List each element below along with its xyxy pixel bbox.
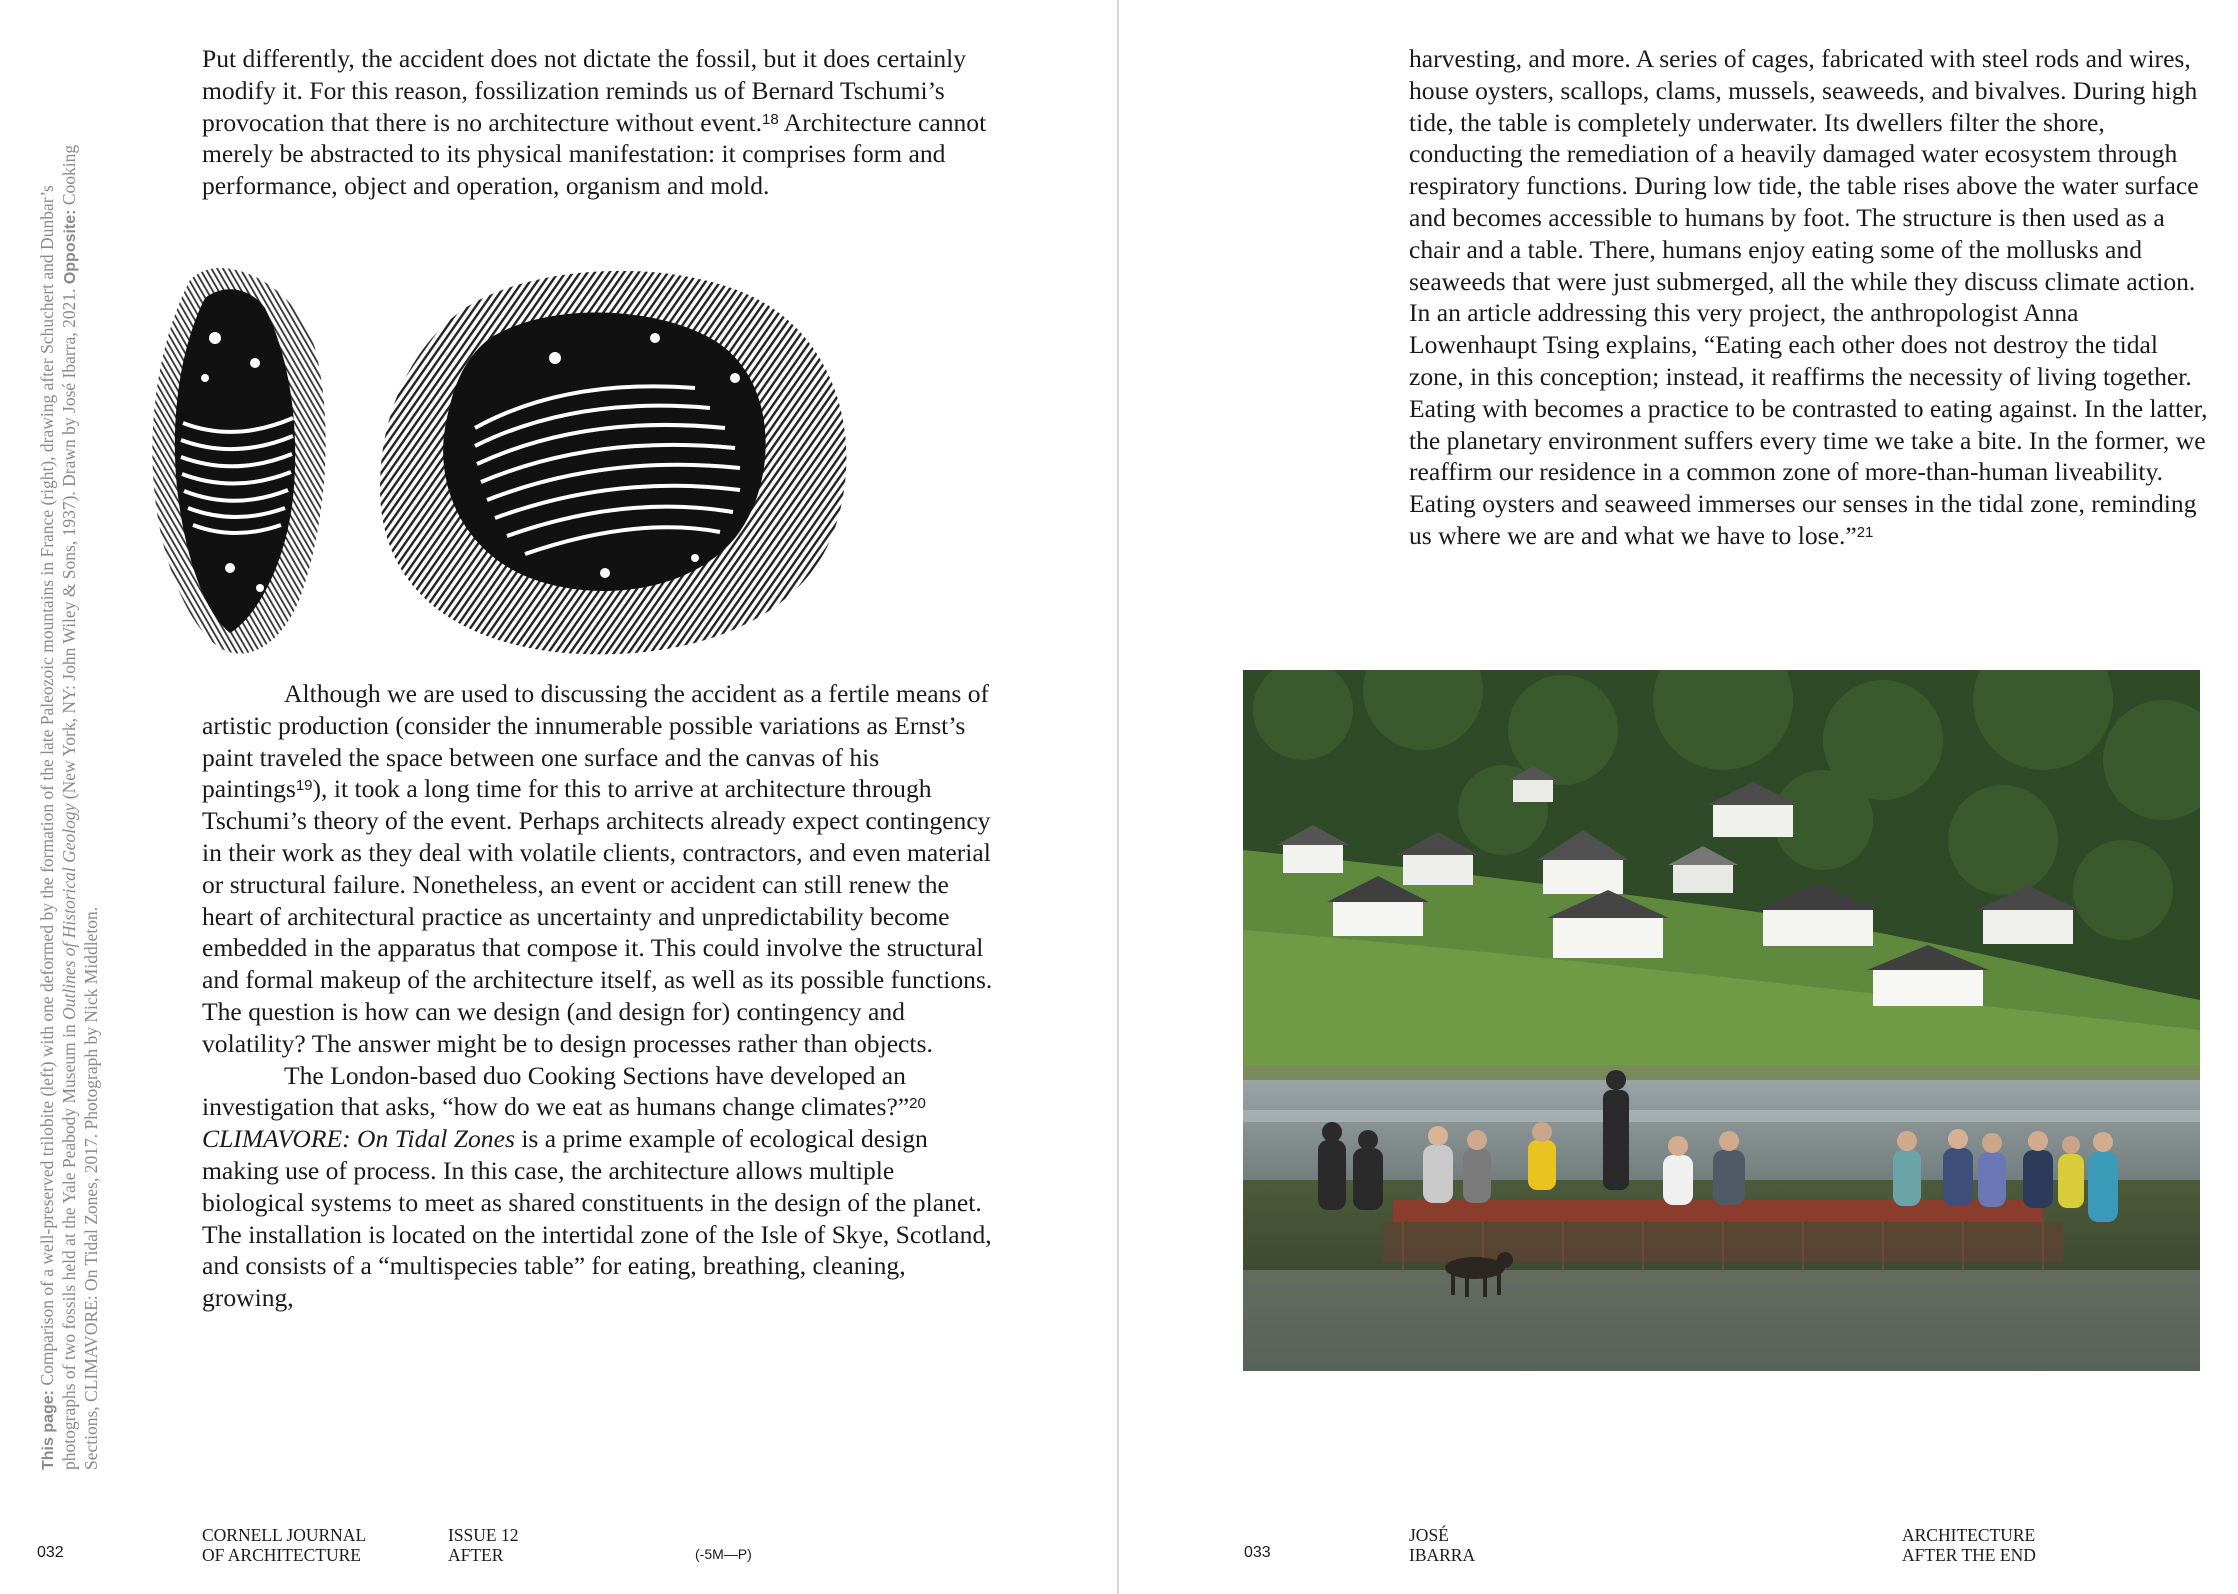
trilobite-fossils-figure — [135, 268, 1005, 668]
climavore-photograph — [1243, 670, 2200, 1371]
left-page — [0, 0, 1117, 1594]
footnote-ref[interactable]: 20 — [909, 1095, 926, 1113]
paragraph: harvesting, and more. A series of cages, fabricated with steel rods and wires, house oysters, scallops, clams, mussels, seaweeds, and bivalves. During high tide, the table is completely underwater. Its dwellers filter the shore, conducting the remediation of a heavily damaged water ecosystem through respiratory functions. During low tide, the table rises above the water surface and becomes accessible to humans by foot. The structure is then used as a chair and a table. There, humans enjoy eating some of the mollusks and seaweeds that were just submerged, all the while they discuss climate action. In an article addressing this very project, the anthropologist Anna Lowenhaupt Tsing explains, “Eating each other does not destroy the tidal zone, in this conception; instead, it reaffirms the necessity of living together. Eating with becomes a practice to be contrasted to eating against. In the latter, the planetary environment suffers every time we take a bite. In the former, we reaffirm our residence in a common zone of more-than-human liveability. Eating oysters and seaweed immerses our senses in the tidal zone, reminding us where we are and what we have to lose.”$^{21}$ — [1409, 44, 2208, 550]
paragraph: Although we are used to discussing the accident as a fertile means of artistic production (consider the innumerable possible variations as Ernst’s paint traveled the space between one surface and the canvas of his paintings$^{19}$), it took a long time for this to arrive at architecture through Tschumi’s theory of the event. Perhaps architects already expect contingency in their work as they deal with volatile clients, contractors, and even material or structural failure. Nonetheless, an event or accident can still renew the heart of architectural practice as uncertainty and unpredictability become embedded in the apparatus that compose it. This could involve the structural and formal makeup of the architecture itself, as well as its possible functions. The question is how can we design (and design for) contingency and volatility? The answer might be to design processes rather than objects. — [202, 679, 993, 1058]
right-page — [1119, 0, 2238, 1594]
left-top-text — [202, 43, 1002, 202]
right-top-text — [1409, 43, 2209, 552]
author-name: JOSÉ IBARRA — [1409, 1525, 1476, 1565]
footnote-ref[interactable]: 21 — [1856, 523, 1874, 541]
footnote-ref[interactable]: 19 — [295, 777, 313, 795]
paragraph: Put differently, the accident does not dictate the fossil, but it does certainly modify it. For this reason, fossilization reminds us of Bernard Tschumi’s provocation that there is no architecture without event.$^{18}$ Architecture cannot merely be abstracted to its physical manifestation: it comprises form and performance, object and operation, organism and mold. — [202, 44, 987, 201]
section-code: (-5M—P) — [695, 1546, 752, 1562]
page-number: 032 — [37, 1544, 64, 1561]
footnote-ref[interactable]: 18 — [762, 110, 779, 128]
figure-caption: This page: Comparison of a well-preserved trilobite (left) with one deformed by the formation of the late Paleozoic mountains in France (right), drawing after Schuchert and Dunbar’s photographs of two fossils held at the Yale Peabody Museum in Outlines of Historical Geology (New York, NY: John Wiley & Sons, 1937). Drawn by José Ibarra, 2021. Opposite: Cooking Sections, CLIMAVORE: On Tidal Zones, 2017. Photograph by Nick Middleton. — [37, 144, 101, 1470]
project-title: CLIMAVORE: On Tidal Zones — [202, 1124, 515, 1154]
deformed-trilobite — [380, 271, 846, 654]
page-number: 033 — [1244, 1544, 1271, 1561]
left-bottom-text — [202, 678, 1002, 1314]
issue-label: ISSUE 12 AFTER — [448, 1525, 519, 1565]
well-preserved-trilobite — [152, 268, 325, 654]
article-title: ARCHITECTURE AFTER THE END — [1902, 1525, 2036, 1565]
paragraph: The London-based duo Cooking Sections have developed an investigation that asks, “how do we eat as humans change climates?”$^{20}$ CLIMAVORE: On Tidal Zones is a prime example of ecological design making use of process. In this case, the architecture allows multiple biological systems to meet as shared constituents in the design of the planet. The installation is located on the intertidal zone of the Isle of Skye, Scotland, and consists of a “multispecies table” for eating, breathing, cleaning, growing, — [202, 1060, 992, 1313]
journal-name: CORNELL JOURNAL OF ARCHITECTURE — [202, 1525, 367, 1565]
